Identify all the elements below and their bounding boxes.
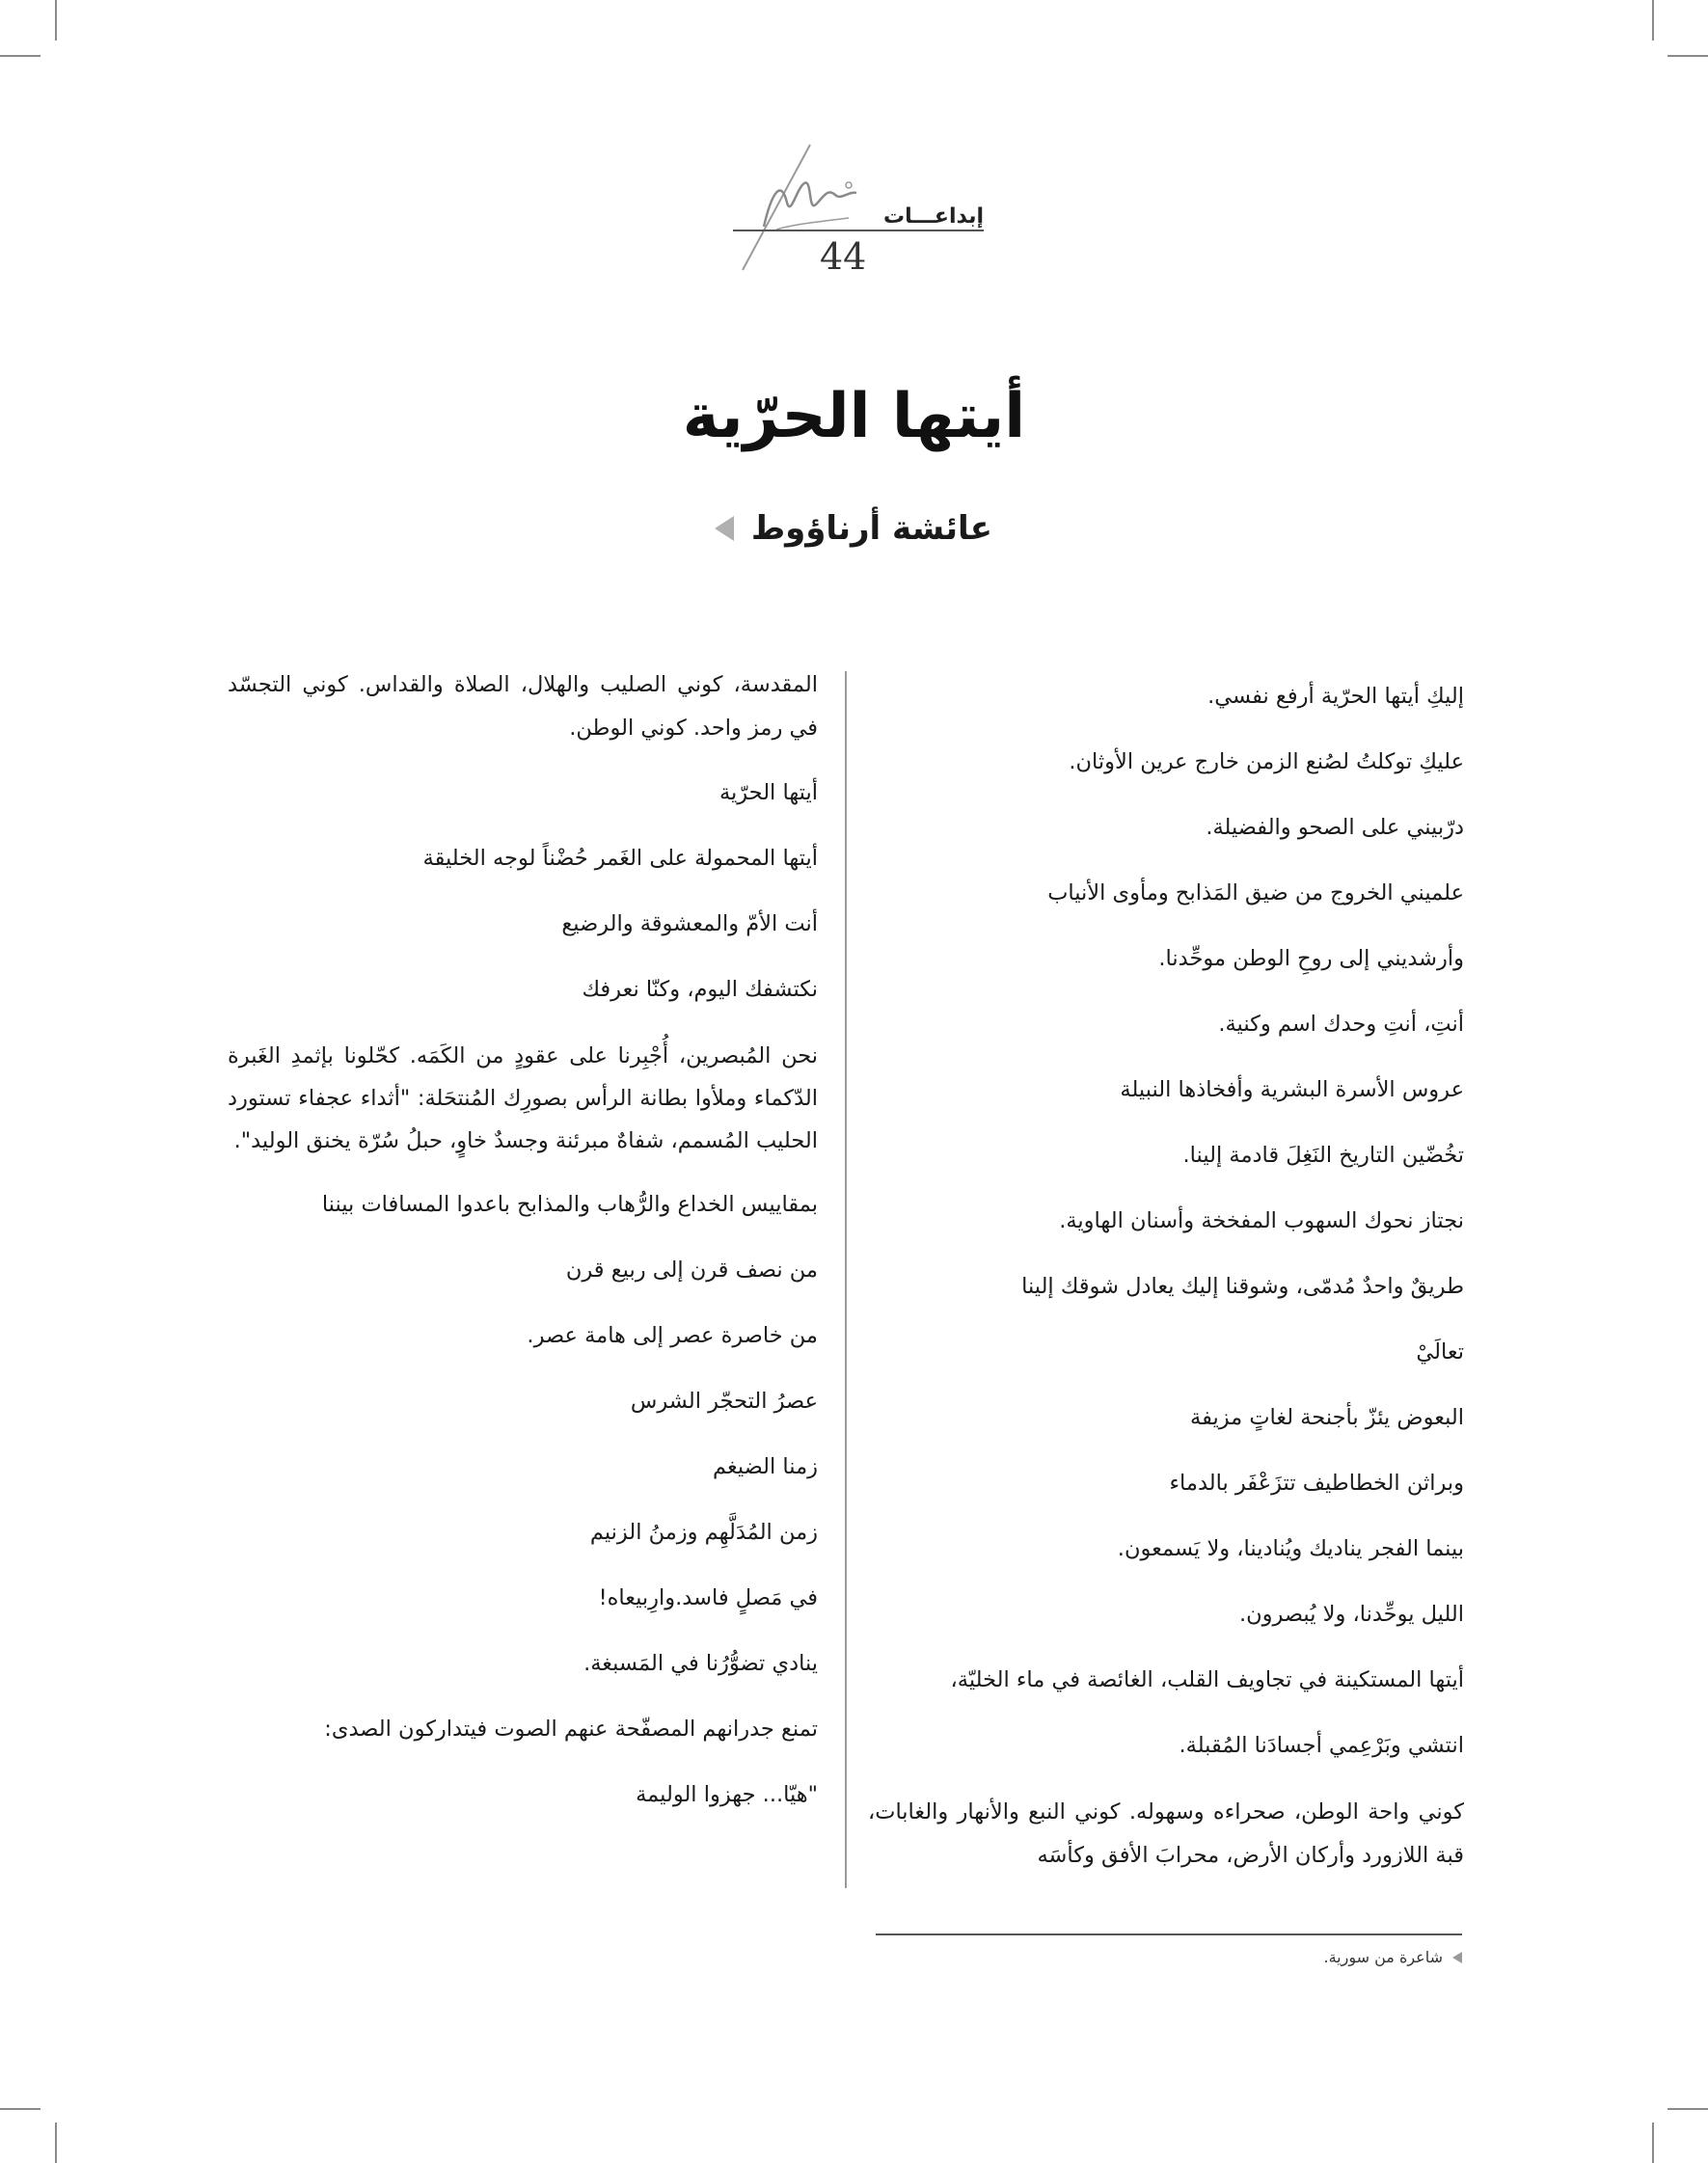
poem-line: الليل يوحِّدنا، ولا يُبصرون.	[1238, 1602, 1464, 1627]
footnote-rule	[876, 1933, 1462, 1935]
poem-line: عليكِ توكلتُ لصُنع الزمن خارج عرين الأوثان.	[1069, 749, 1464, 774]
crop-mark	[1652, 0, 1654, 41]
crop-mark	[0, 55, 41, 57]
poem-line: أنتِ، أنتِ وحدك اسم وكنية.	[1218, 1012, 1464, 1037]
poem-line: البعوض يئزّ بأجنحة لغاتٍ مزيفة	[1190, 1405, 1464, 1430]
poem-column-right	[868, 663, 1464, 1887]
poem-line: أيتها المستكينة في تجاويف القلب، الغائصة في ماء الخليّة،	[950, 1667, 1464, 1692]
poem-line: طريقٌ واحدٌ مُدمّى، وشوقنا إليك يعادل شوقك إلينا	[1021, 1274, 1464, 1299]
poem-line: تخُضّين التاريخ النَغِلَ قادمة إلينا.	[1182, 1143, 1464, 1168]
triangle-marker-icon	[1452, 1952, 1462, 1963]
crop-mark	[55, 2122, 57, 2163]
crop-mark	[55, 0, 57, 41]
poem-line: نجتاز نحوك السهوب المفخخة وأسنان الهاوية.	[1059, 1208, 1464, 1233]
poem-line: في مَصلٍ فاسد.وارِبيعاه!	[598, 1585, 818, 1610]
header-rule	[733, 230, 984, 231]
poem-line: عروس الأسرة البشرية وأفخاذها النبيلة	[1120, 1077, 1464, 1102]
page-header	[704, 135, 984, 280]
poem-line: بمقاييس الخداع والرُّهاب والمذابح باعدوا المسافات بيننا	[321, 1192, 818, 1217]
poem-line: انتشي وبَرْعِمي أجسادَنا المُقبلة.	[1179, 1733, 1464, 1758]
crop-mark	[1667, 55, 1708, 57]
poem-line: وأرشديني إلى روحِ الوطن موحِّدنا.	[1158, 946, 1464, 971]
poem-line: نكتشفك اليوم، وكنّا نعرفك	[582, 977, 818, 1002]
poem-column-left	[228, 663, 818, 1827]
crop-mark	[0, 2108, 41, 2110]
author-byline	[715, 509, 992, 548]
section-label: إبداعـــات	[882, 204, 984, 229]
poem-line: من خاصرة عصر إلى هامة عصر.	[527, 1323, 818, 1348]
page-number: 44	[820, 235, 867, 278]
triangle-marker-icon	[715, 516, 734, 541]
poem-line: عصرُ التحجّر الشرس	[630, 1389, 818, 1414]
crop-mark	[1667, 2108, 1708, 2110]
poem-line: أيتها الحرّية	[718, 780, 818, 805]
poem-line: زمن المُدَلَّهِم وزمنُ الزنيم	[589, 1520, 818, 1545]
footnote	[1324, 1948, 1462, 1966]
poem-line: تمنع جدرانهم المصفّحة عنهم الصوت فيتداركون الصدى:	[324, 1717, 818, 1742]
author-name: عائشة أرناؤوط	[750, 509, 992, 548]
poem-paragraph: المقدسة، كوني الصليب والهلال، الصلاة والقداس. كوني التجسّد في رمز واحد. كوني الوطن.	[228, 672, 818, 741]
poem-line: درّبيني على الصحو والفضيلة.	[1206, 815, 1464, 840]
poem-line: أنت الأمّ والمعشوقة والرضيع	[561, 911, 818, 936]
crop-mark	[1652, 2122, 1654, 2163]
poem-line: علميني الخروج من ضيق المَذابح ومأوى الأنياب	[1047, 880, 1464, 906]
poem-line: ينادي تضوُّرُنا في المَسبغة.	[583, 1651, 818, 1676]
poem-line: وبراثن الخطاطيف تتزَعْفَر بالدماء	[1169, 1471, 1464, 1496]
poem-paragraph: نحن المُبصرين، أُجْبِرنا على عقودٍ من الكَمَه. كحّلونا بإثمدِ الغَبرة الدّكماء وملأوا بطانة الرأس بصورِك المُنتحَلة: "أثداء عجفاء تستورد الحليب المُسمم، شفاهٌ مبرئنة وجسدٌ خاوٍ، حبلُ سُرّة يخنق الوليد".	[228, 1043, 818, 1153]
poem-line: أيتها المحمولة على الغَمر حُضْناً لوجه الخليقة	[422, 846, 818, 871]
poem-line: بينما الفجر يناديك ويُنادينا، ولا يَسمعون.	[1117, 1536, 1464, 1561]
poem-paragraph: كوني واحة الوطن، صحراءه وسهوله. كوني النبع والأنهار والغابات، قبة اللازورد وأركان الأرض، محرابَ الأفق وكأسَه	[868, 1799, 1464, 1868]
poem-line: إليكِ أيتها الحرّية أرفع نفسي.	[1207, 684, 1464, 709]
footnote-text: شاعرة من سورية.	[1323, 1948, 1443, 1966]
poem-line: تعالَيْ	[1416, 1339, 1464, 1365]
poem-line: من نصف قرن إلى ربيع قرن	[565, 1257, 818, 1283]
poem-line: "هيّا... جهزوا الوليمة	[636, 1782, 818, 1807]
poem-line: زمنا الضيغم	[713, 1454, 818, 1479]
column-divider	[845, 671, 847, 1888]
article-title: أيتها الحرّية	[682, 381, 1026, 452]
